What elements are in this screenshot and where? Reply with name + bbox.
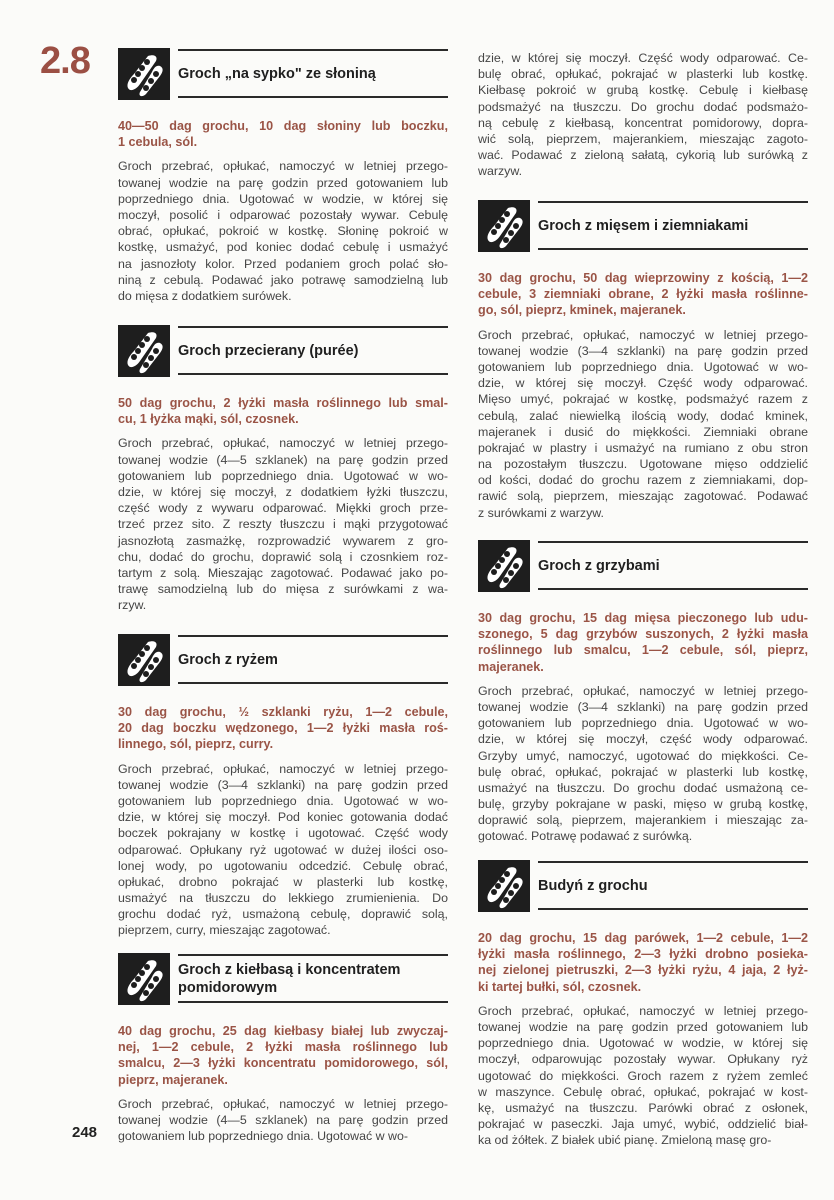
recipe-ingredients [478,610,808,675]
ingredients-line: nej zielonej pietruszki, 2—3 łyżki ryżu, 4 jaja, 2 łyż- [478,963,808,978]
instruction-line: moczył, odparowując pozostały wywar. Opłukany ryż [478,1052,808,1067]
text-line: podsmażyć na tłuszczu. Do grochu dodać podsmażo- [478,99,808,114]
pea-pod-icon [478,860,530,912]
instruction-line: towanej wodzie (3—4 szklanki) na parę godzin przed [478,343,808,358]
recipe [478,860,808,1148]
ingredients-line: 40 dag grochu, 25 dag kiełbasy białej lub zwyczaj- [118,1024,448,1038]
recipe-instructions [118,435,448,613]
divider [178,326,448,328]
recipe [118,325,448,613]
recipe-ingredients [478,930,808,995]
instruction-line: poprzedniego dnia. Ugotować w wodzie, w której się [118,191,448,206]
recipe-header [118,325,448,377]
instruction-line: Groch przebrać, opłukać, namoczyć w letniej przego- [478,327,808,342]
instruction-line: doprawić solą, pieprzem, majerankiem i mieszając za- [478,813,808,828]
recipe-title-line: Groch przecierany (purée) [178,343,359,359]
instruction-line: od kości, dodać do grochu razem z ziemniakami, dop- [478,473,808,488]
ingredients-line: roślinnego lub smalcu, 1—2 cebule, sól, pieprz, [478,643,808,658]
instruction-line: na pozostałym tłuszczu. Ugotowane mięso oddzielić [478,457,808,472]
ingredients-line: cebule, 3 ziemniaki obrane, 2 łyżki masła roślinne- [478,287,808,302]
instruction-line: gotowaniem lub poprzedniego dnia. Ugotować w wo- [118,1129,408,1144]
recipe [118,48,448,304]
recipe-title-line: Groch z grzybami [538,558,660,574]
text-line: dzie, w której się moczył. Część wody odparować. Ce- [478,51,808,65]
pea-pod-icon [118,48,170,100]
ingredients-line: go, sól, pieprz, kminek, majeranek. [478,303,686,318]
divider [178,373,448,375]
recipe-ingredients [118,118,448,150]
instruction-line: Groch przebrać, opłukać, namoczyć w letniej przego- [118,1096,448,1111]
instruction-line: lonej wody, po ugotowaniu odcedzić. Cebulę obrać, [118,858,448,873]
instruction-line: Groch przebrać, opłukać, namoczyć w letniej przego- [478,683,808,698]
instruction-line: bulę, grzyby pokrajane w paski, mięso w grubą kostkę, [478,797,808,812]
instruction-line: rzyw. [118,598,147,613]
instruction-line: tartym z solą. Mieszając zagotować. Podawać jako po- [118,565,448,580]
recipe-title [178,957,448,1001]
pea-pod-icon [118,325,170,377]
text-line: bulę obrać, opłukać, pokrajać w plasterki lub kostkę. [478,67,808,82]
recipe-header [118,953,448,1005]
ingredients-line: 30 dag grochu, 50 dag wieprzowiny z kością, 1—2 [478,271,808,285]
instruction-line: grochu dodać ryż, usmażoną cebulę, doprawić solą, [118,907,448,922]
ingredients-line: cu, 1 łyżka mąki, sól, czosnek. [118,412,299,427]
divider [178,954,448,956]
recipe-title [538,204,808,248]
recipe-title-line: Groch „na sypko" ze słoniną [178,66,376,82]
recipe-title-line: Groch z ryżem [178,652,278,668]
ingredients-line: ki tartej bułki, sól, czosnek. [478,979,642,994]
instruction-line: dzie, w której się moczył. Pod koniec gotowania dodać [118,810,448,825]
instruction-line: ka od żółtek. Z białek ubić pianę. Zmieloną masę gro- [478,1133,772,1148]
instruction-line: towanej wodzie na parę godzin przed gotowaniem lub [478,1019,808,1034]
divider [538,201,808,203]
instruction-line: moczył, posolić i odparować pozostały wywar. Cebulę [118,207,448,222]
recipe-instructions [478,1003,808,1149]
recipe [118,634,448,939]
instruction-line: gotowaniem lub poprzedniego dnia. Ugotować w wo- [118,793,448,808]
recipe [478,200,808,521]
instruction-line: niną z cebulą. Podawać jako potrawę samodzielną lub [118,272,448,287]
instruction-line: dzie, w której się moczył, z dodatkiem łyżki tłuszczu, [118,484,448,499]
ingredients-line: 1 cebula, sól. [118,135,198,150]
divider [538,541,808,543]
divider [538,248,808,250]
recipe [478,540,808,845]
instruction-line: opłukać, drobno pokrajać w plasterki lub kostkę, [118,874,448,889]
instruction-line: odparować. Opłukany ryż ugotować w dużej ilości oso- [118,842,448,857]
recipe-title [178,52,448,96]
instruction-line: trzeć przez sito. Z reszty tłuszczu i mąki przygotować [118,517,448,532]
ingredients-line: nej, 1—2 cebule, 2 łyżki masła roślinnego lub [118,1040,448,1055]
instruction-line: towanej wodzie (3—4 szklanki) na parę godzin przed [118,777,448,792]
instruction-line: towanej wodzie (3—4 szklanki) na parę godzin przed [478,699,808,714]
instruction-line: w maszynce. Cebulę obrać, opłukać, pokrajać w kost- [478,1084,808,1099]
divider [538,908,808,910]
instruction-line: towanej wodzie (4—5 szklanek) na parę godzin przed [118,1112,448,1127]
instruction-line: towanej wodzie (4—5 szklanek) na parę godzin przed [118,452,448,467]
ingredients-line: majeranek. [478,659,544,674]
pea-pod-icon [478,540,530,592]
instruction-line: Groch przebrać, opłukać, namoczyć w letniej przego- [118,761,448,776]
page-number: 248 [72,1124,98,1141]
instruction-line: poprzedniego dnia. Ugotować w wodzie, w której się [478,1036,808,1051]
instruction-line: kę, usmażyć na tłuszczu. Parówki obrać z osłonek, [478,1100,808,1115]
instruction-line: majeranek i dusić do miękkości. Ziemniaki obrane [478,424,808,439]
ingredients-line: linnego, sól, pieprz, curry. [118,737,274,752]
instruction-line: dzie, w której się moczył, część wody odparować. [478,732,808,747]
instruction-line: rawić solą, pieprzem, mieszając zagotować. Podawać [478,489,808,504]
recipe-title-line: pomidorowym [178,980,278,996]
divider [178,1001,448,1003]
instruction-line: obrać, opłukać, pokroić w kostkę. Słoninę pokroić w [118,224,448,239]
instruction-line: kostkę, usmażyć, pod koniec dodać cebulę i usmażyć [118,240,448,255]
recipe-ingredients [118,704,448,753]
recipe-header [478,860,808,912]
section-number: 2.8 [40,40,90,82]
recipe-title [538,544,808,588]
recipe-header [478,540,808,592]
instruction-line: Mięso umyć, pokrajać w kostkę, podsmażyć razem z [478,392,808,407]
instruction-line: chu, dodać do grochu, doprawić solą i czosnkiem roz- [118,549,448,564]
text-line: Kiełbasę pokroić w grubą kostkę. Cebulę i kiełbasę [478,83,808,98]
instruction-line: część wody z wywaru odparować. Miękki groch prze- [118,501,448,516]
instruction-line: boczek pokrajany w kostkę i ugotować. Część wody [118,826,448,841]
recipe-title-line: Groch z mięsem i ziemniakami [538,218,749,234]
instruction-line: gotować. Potrawę podawać z surówką. [478,829,693,844]
instruction-line: Groch przebrać, opłukać, namoczyć w letniej przego- [118,159,448,174]
text-line: warzyw. [478,164,523,179]
instruction-line: Grzyby umyć, namoczyć, ugotować do miękkości. Ce- [478,748,808,763]
recipe-title [178,329,448,373]
instruction-line: pieprzem, curry, mieszając zagotować. [118,923,331,938]
pea-pod-icon [118,953,170,1005]
ingredients-line: 50 dag grochu, 2 łyżki masła roślinnego lub smal- [118,396,448,410]
divider [538,861,808,863]
instruction-line: na jasnozłoty kolor. Przed podaniem groch polać sło- [118,256,448,271]
recipe-ingredients [118,1023,448,1088]
ingredients-line: szonego, 5 dag grzybów suszonych, 2 łyżki masła [478,627,808,642]
instruction-line: ugotować do miękkości. Groch razem z ryżem zemleć [478,1068,808,1083]
text-line: ną cebulę z kiełbasą, koncentrat pomidorowy, dopra- [478,115,808,130]
instruction-line: gotowaniem lub poprzedniego dnia. Ugotować w wo- [478,359,808,374]
continuation-text [478,50,808,180]
instruction-line: usmażyć na tłuszczu do lekkiego zrumienienia. Do [118,891,448,906]
instruction-line: usmażyć na tłuszczu. Do grochu dodać usmażoną ce- [478,780,808,795]
ingredients-line: 20 dag boczku wędzonego, 1—2 łyżki masła roś- [118,721,448,736]
ingredients-line: 20 dag grochu, 15 dag parówek, 1—2 cebule, 1—2 [478,931,808,945]
recipe-title-line: Budyń z grochu [538,878,648,894]
instruction-line: z surówkami z warzyw. [478,505,604,520]
ingredients-line: 40—50 dag grochu, 10 dag słoniny lub boczku, [118,119,448,133]
ingredients-line: łyżki masła roślinnego, 2—3 łyżki drobno posieka- [478,947,808,962]
recipe-title [178,638,448,682]
instruction-line: dzie, w której się moczył. Część wody odparować. [478,376,808,391]
recipe [118,953,448,1144]
instruction-line: pokrajać w paseczki. Jaja umyć, wybić, oddzielić biał- [478,1117,808,1132]
text-line: wić solą, pieprzem, majerankiem, mieszając zagoto- [478,131,808,146]
recipe-ingredients [478,270,808,319]
divider [178,96,448,98]
instruction-line: bulę obrać, opłukać, pokrajać w plasterki lub kostkę, [478,764,808,779]
instruction-line: Groch przebrać, opłukać, namoczyć w letniej przego- [478,1003,808,1018]
recipe-instructions [118,1096,448,1145]
instruction-line: Groch przebrać, opłukać, namoczyć w letniej przego- [118,436,448,451]
ingredients-line: 30 dag grochu, ½ szklanki ryżu, 1—2 cebule, [118,705,448,719]
ingredients-line: smalcu, 2—3 łyżki koncentratu pomidorowego, sól, [118,1056,448,1071]
instruction-line: gotowaniem lub poprzedniego dnia. Ugotować w wo- [478,716,808,731]
recipe-title-line: Groch z kiełbasą i koncentratem [178,962,401,978]
ingredients-line: 30 dag grochu, 15 dag mięsa pieczonego lub udu- [478,611,808,625]
instruction-line: jasnozłotą zasmażkę, rozprowadzić wywarem z gro- [118,533,448,548]
text-line: wać. Podawać z zieloną sałatą, cykorią lub surówką z [478,148,808,163]
recipe-header [118,48,448,100]
instruction-line: pokrajać w plastry i usmażyć na rumiano z obu stron [478,440,808,455]
recipe-ingredients [118,395,448,427]
pea-pod-icon [478,200,530,252]
divider [178,635,448,637]
recipe-instructions [118,761,448,939]
instruction-line: gotowaniem lub poprzedniego dnia. Ugotować w wo- [118,468,448,483]
recipe-instructions [478,683,808,845]
instruction-line: cebulą, zalać niewielką ilością wody, dodać kminek, [478,408,808,423]
divider [178,49,448,51]
instruction-line: towanej wodzie na parę godzin przed gotowaniem lub [118,175,448,190]
instruction-line: do mięsa z dodatkiem surówek. [118,288,292,303]
recipe-instructions [478,327,808,521]
pea-pod-icon [118,634,170,686]
instruction-line: trawę samodzielną lub do mięsa z surówkami z wa- [118,582,448,597]
divider [178,682,448,684]
recipe-instructions [118,158,448,304]
recipe-header [478,200,808,252]
divider [538,588,808,590]
recipe-header [118,634,448,686]
ingredients-line: pieprz, majeranek. [118,1072,228,1087]
recipe-title [538,864,808,908]
